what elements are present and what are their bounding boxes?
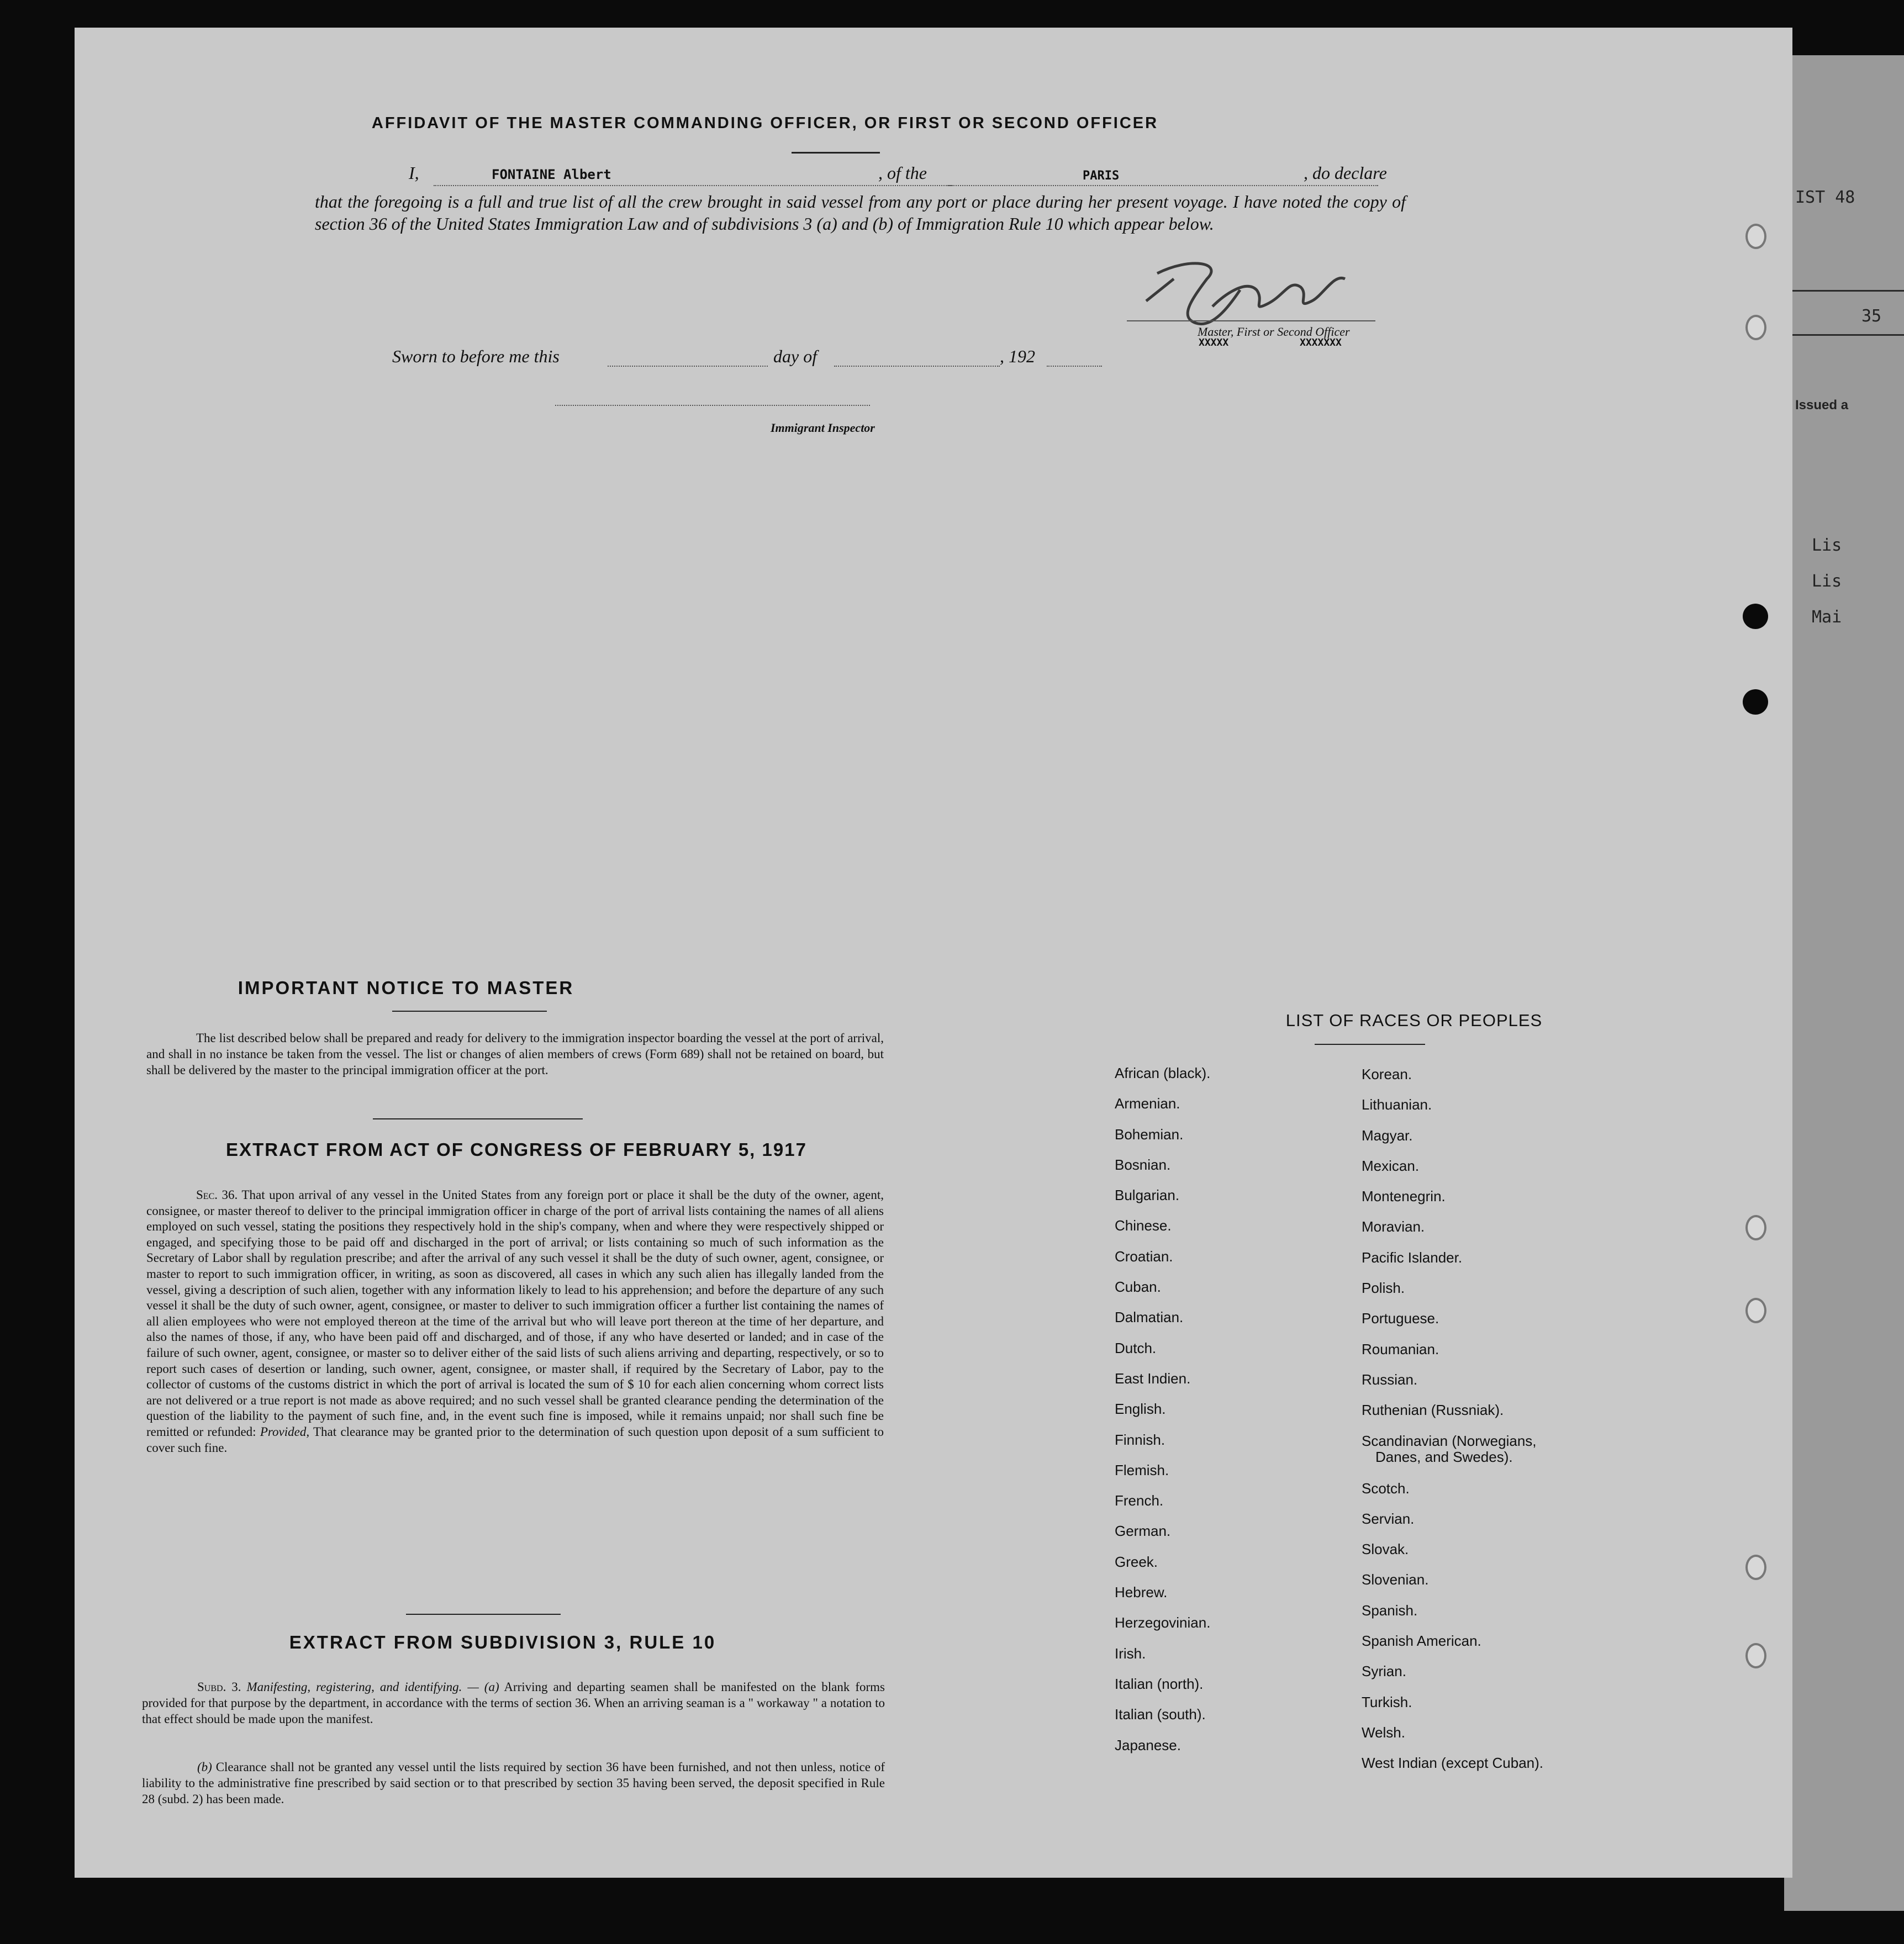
side-text-list-number: IST 48 — [1795, 188, 1855, 207]
races-divider — [1315, 1044, 1425, 1045]
race-item: Montenegrin. — [1362, 1188, 1446, 1205]
do-declare-text: , do declare — [1304, 163, 1387, 183]
races-right-column — [1362, 1066, 1543, 1785]
race-item: East Indien. — [1115, 1370, 1191, 1387]
act-section-body: That upon arrival of any vessel in the United States from any foreign port or place it shall be the duty of the owner, agent, consignee, or master thereof to deliver to the principal immigration officer in charge of the port of arrival lists containing the names of all aliens employed on such vessel, stating the positions they respectively hold in the ship's company, when and where they were respectively shipped or engaged, and specifying those to be paid off and discharged in the port of arrival; or lists containing so much of such information as the Secretary of Labor shall by regulation prescribe; and after the arrival of any such vessel it shall be the duty of such owner, agent, consignee, or master to report to such immigration officer, in writing, as soon as discovered, all cases in which any such alien has illegally landed from the vessel, giving a description of such alien, together with any information likely to lead to his apprehension; and before the departure of any such vessel it shall be the duty of such owner, agent, consignee, or master to deliver to such immigration officer a further list containing the names of all alien employees who were not employed thereon at the time of the arrival but who will leave port thereon at the time of her departure, and also the names of those, if any, who have been paid off and discharged, and of those, if any who have deserted or landed; and in case of the failure of such owner, agent, consignee, or master so to deliver either of the said lists of such aliens arriving and departing, respectively, or so to report such cases of desertion or landing, such owner, agent, consignee, or master shall, if required by the Secretary of Labor, pay to the collector of customs of the customs district in which the port of arrival is located the sum of $ 10 for each alien concerning whom correct lists are not delivered or a true report is not made as above required; and no such vessel shall be granted clearance pending the determination of the question of the liability to the payment of such fine, and, in the event such fine is imposed, while it remains unpaid; nor shall such fine be remitted or refunded: — [146, 1188, 884, 1439]
race-item: Spanish American. — [1362, 1633, 1481, 1650]
inspector-signature-line — [555, 405, 870, 406]
notice-body: The list described below shall be prepared and ready for delivery to the immigration inspector boarding the vessel at the port of arrival, and shall in no instance be taken from the vessel. The list or changes of alien members of crews (Form 689) shall not be retained on board, but shall be delivered by the master to the principal immigration officer at the port. — [146, 1031, 884, 1077]
race-item: Finnish. — [1115, 1431, 1165, 1448]
sworn-year: , 192 — [1000, 346, 1035, 366]
rule-subd-label: Subd. 3. — [197, 1680, 241, 1694]
officer-name-line — [434, 185, 953, 186]
rule-title: EXTRACT FROM SUBDIVISION 3, RULE 10 — [289, 1632, 716, 1652]
title-divider — [792, 152, 880, 154]
race-item: Japanese. — [1115, 1736, 1181, 1753]
rule-subdivision-a — [142, 1679, 885, 1727]
race-item: Polish. — [1362, 1280, 1405, 1297]
sworn-year-line — [1047, 366, 1102, 367]
strike-master: XXXXX — [1199, 337, 1229, 348]
signature-caption: Master, First or Second Officer — [1198, 325, 1350, 339]
side-text-number: 35 — [1861, 307, 1882, 326]
act-provided-label: Provided, — [260, 1424, 310, 1439]
race-item: Flemish. — [1115, 1461, 1169, 1478]
notice-end-divider — [373, 1118, 583, 1119]
race-item: Danes, and Swedes). — [1375, 1448, 1513, 1465]
race-item: Roumanian. — [1362, 1340, 1439, 1357]
affidavit-title: AFFIDAVIT OF THE MASTER COMMANDING OFFICER, OR FIRST OR SECOND OFFICER — [371, 114, 1159, 132]
punch-hole — [1745, 1298, 1766, 1323]
race-item: Servian. — [1362, 1510, 1415, 1527]
notice-divider — [392, 1011, 547, 1012]
side-rule — [1784, 290, 1904, 292]
race-item: Cuban. — [1115, 1279, 1161, 1296]
of-the-text: , of the — [878, 163, 927, 183]
race-item: Turkish. — [1362, 1693, 1412, 1710]
race-item: Dutch. — [1115, 1339, 1157, 1356]
race-item: Welsh. — [1362, 1724, 1405, 1741]
race-item: Lithuanian. — [1362, 1096, 1432, 1113]
races-left-column — [1115, 1065, 1210, 1767]
race-item: Korean. — [1362, 1066, 1412, 1082]
day-of-text: day of — [773, 346, 817, 366]
race-item: Pacific Islander. — [1362, 1249, 1463, 1266]
race-item: Bosnian. — [1115, 1156, 1171, 1173]
race-item: African (black). — [1115, 1065, 1211, 1081]
side-text-main: Mai — [1812, 608, 1842, 627]
race-item: Moravian. — [1362, 1218, 1425, 1235]
strike-second-officer: XXXXXXX — [1300, 337, 1342, 348]
race-item: Portuguese. — [1362, 1310, 1439, 1327]
affidavit-body: that the foregoing is a full and true list of all the crew brought in said vessel from any port or place during her present voyage. I have noted the copy of section 36 of the United States Immigration Law and of subdivisions 3 (a) and (b) of Immigration Rule 10 which appear below. — [315, 192, 1406, 234]
inspector-caption: Immigrant Inspector — [771, 421, 875, 435]
race-item: Scandinavian (Norwegians, — [1362, 1432, 1537, 1449]
race-item: Italian (south). — [1115, 1706, 1206, 1723]
race-item: English. — [1115, 1401, 1166, 1418]
underlying-sheet — [1784, 55, 1904, 1911]
punch-hole — [1745, 224, 1766, 249]
race-item: Scotch. — [1362, 1480, 1410, 1497]
race-item: Slovenian. — [1362, 1571, 1429, 1588]
rule-subd-title: Manifesting, registering, and identifying. — — [246, 1680, 479, 1694]
sworn-month-line — [834, 366, 1000, 367]
race-item: German. — [1115, 1523, 1171, 1540]
act-end-divider — [406, 1614, 561, 1615]
rule-b-body: Clearance shall not be granted any vessel until the lists required by section 36 have been furnished, and not then unless, notice of liability to the administrative fine prescribed by said section or to that prescribed by section 35 having been served, the deposit specified in Rule 28 (subd. 2) has been made. — [142, 1760, 885, 1806]
punch-hole — [1745, 315, 1766, 340]
race-item: Spanish. — [1362, 1602, 1418, 1619]
punch-hole — [1745, 1643, 1766, 1668]
race-item: Greek. — [1115, 1553, 1158, 1570]
race-item: Hebrew. — [1115, 1584, 1168, 1601]
rule-a-body: Arriving and departing seamen shall be manifested on the blank forms provided for that purpose by the department, in accordance with the terms of section 36. When an arriving seaman is a " workaway " a notation to that effect should be made upon the manifest. — [142, 1680, 885, 1726]
vessel-name-line — [947, 185, 1378, 186]
race-item: Dalmatian. — [1115, 1309, 1184, 1326]
sworn-day-line — [608, 366, 768, 367]
race-item: West Indian (except Cuban). — [1362, 1755, 1544, 1772]
manifest-sheet — [75, 28, 1792, 1878]
race-item: French. — [1115, 1492, 1164, 1509]
act-provided-body: That clearance may be granted prior to the determination of such question upon deposit of a sum sufficient to cover such fine. — [146, 1424, 884, 1455]
punch-hole — [1743, 689, 1768, 715]
rule-a-label: (a) — [484, 1680, 499, 1694]
race-item: Syrian. — [1362, 1663, 1406, 1680]
rule-subdivision-b — [142, 1759, 885, 1807]
race-item: Ruthenian (Russniak). — [1362, 1402, 1504, 1419]
side-rule — [1784, 334, 1904, 336]
side-text-list-b: Lis — [1812, 572, 1842, 591]
sworn-text: Sworn to before me this — [392, 346, 560, 366]
act-section-label: Sec. 36. — [196, 1188, 238, 1202]
notice-title: IMPORTANT NOTICE TO MASTER — [238, 978, 574, 998]
race-item: Herzegovinian. — [1115, 1614, 1211, 1631]
side-text-issued: Issued a — [1795, 398, 1849, 413]
declaration-prefix: I, — [409, 163, 419, 183]
punch-hole — [1745, 1215, 1766, 1240]
races-title: LIST OF RACES OR PEOPLES — [1285, 1011, 1543, 1030]
officer-name: FONTAINE Albert — [492, 167, 611, 182]
act-title: EXTRACT FROM ACT OF CONGRESS OF FEBRUARY 5, 1917 — [226, 1139, 807, 1160]
race-item: Italian (north). — [1115, 1675, 1204, 1692]
vessel-name: PARIS — [1083, 169, 1120, 183]
race-item: Armenian. — [1115, 1095, 1180, 1112]
act-section-36 — [146, 1187, 884, 1456]
race-item: Bulgarian. — [1115, 1187, 1180, 1204]
race-item: Mexican. — [1362, 1157, 1420, 1174]
race-item: Irish. — [1115, 1645, 1146, 1662]
race-item: Russian. — [1362, 1371, 1418, 1388]
race-item: Croatian. — [1115, 1248, 1173, 1265]
punch-hole — [1745, 1555, 1766, 1580]
side-text-list-a: Lis — [1812, 536, 1842, 555]
race-item: Slovak. — [1362, 1541, 1409, 1558]
signature-line — [1127, 320, 1375, 321]
rule-b-label: (b) — [197, 1760, 212, 1774]
race-item: Magyar. — [1362, 1127, 1413, 1144]
race-item: Chinese. — [1115, 1217, 1172, 1234]
punch-hole — [1743, 604, 1768, 629]
race-item: Bohemian. — [1115, 1126, 1184, 1143]
